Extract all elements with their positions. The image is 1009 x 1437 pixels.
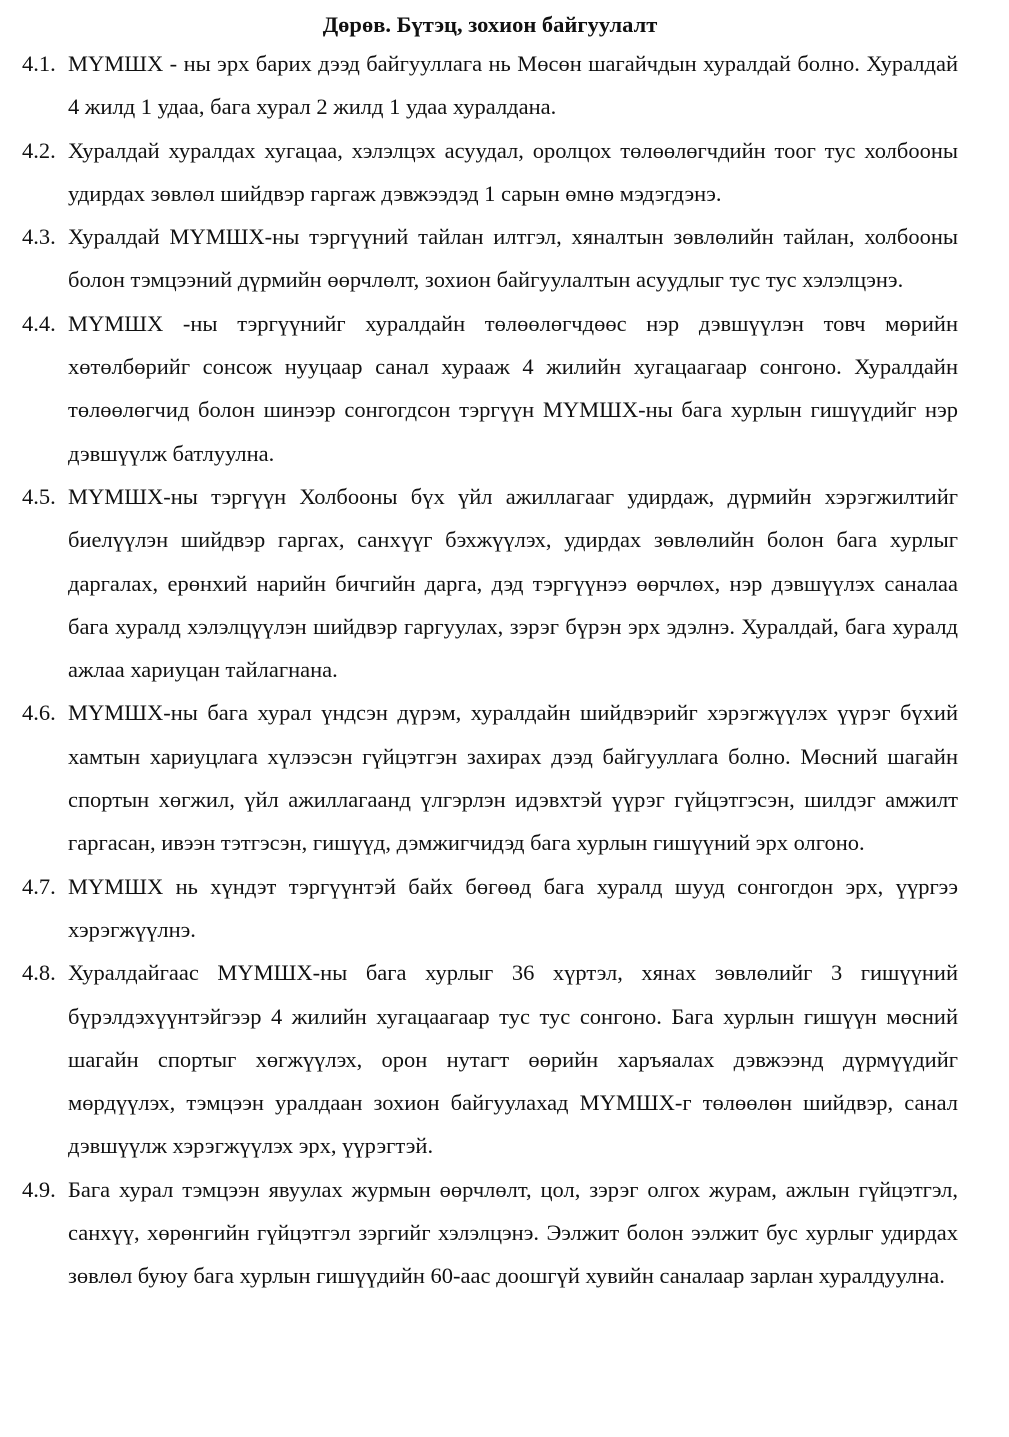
clause-item [22,865,958,952]
clause-text: МҮМШХ -ны тэргүүнийг хуралдайн төлөөлөгчдөөс нэр дэвшүүлэн товч мөрийн хөтөлбөрийг сонсож нууцаар санал хурааж 4 жилийн хугацаагаар сонгоно. Хуралдайн төлөөлөгчид болон шинээр сонгогдсон тэргүүн МҮМШХ-ны бага хурлын гишүүдийг нэр дэвшүүлж батлуулна. [68,310,958,466]
clause-text: Хуралдайгаас МҮМШХ-ны бага хурлыг 36 хүртэл, хянах зөвлөлийг 3 гишүүний бүрэлдэхүүнтэйгээр 4 жилийн хугацаагаар тус тус сонгоно. Бага хурлын гишүүн мөсний шагайн спортыг хөгжүүлэх, орон нутагт өөрийн харъяалах дэвжээнд дүрмүүдийг мөрдүүлэх, тэмцээн уралдаан зохион байгуулахад МҮМШХ-г төлөөлөн шийдвэр, санал дэвшүүлж хэрэгжүүлэх эрх, үүрэгтэй. [68,960,958,1159]
clause-item [22,215,958,302]
clause-number: 4.3. [22,224,56,250]
clause-number: 4.2. [22,137,56,163]
clause-text: Бага хурал тэмцээн явуулах журмын өөрчлөлт, цол, зэрэг олгох журам, ажлын гүйцэтгэл, санхүү, хөрөнгийн гүйцэтгэл зэргийг хэлэлцэнэ. Ээлжит болон ээлжит бус хурлыг удирдах зөвлөл буюу бага хурлын гишүүдийн 60-аас доошгүй хувийн саналаар зарлан хуралдуулна. [68,1176,958,1289]
clause-text: Хуралдай хуралдах хугацаа, хэлэлцэх асуудал, оролцох төлөөлөгчдийн тоог тус холбооны удирдах зөвлөл шийдвэр гаргаж дэвжээдэд 1 сарын өмнө мэдэгдэнэ. [68,137,958,206]
clause-text: МҮМШХ-ны тэргүүн Холбооны бүх үйл ажиллагааг удирдаж, дүрмийн хэрэгжилтийг биелүүлэн шийдвэр гаргах, санхүүг бэхжүүлэх, удирдах зөвлөлийн болон бага хурлыг даргалах, ерөнхий нарийн бичгийн дарга, дэд тэргүүнээ өөрчлөх, нэр дэвшүүлэх саналаа бага хуралд хэлэлцүүлэн шийдвэр гаргуулах, зэрэг бүрэн эрх эдэлнэ. Хуралдай, бага хуралд ажлаа хариуцан тайлагнана. [68,483,958,683]
clause-item [22,475,958,691]
clause-item [22,1168,958,1298]
clause-number: 4.6. [22,700,56,726]
clause-number: 4.1. [22,51,56,76]
clause-item [22,129,958,216]
clause-text: Хуралдай МҮМШХ-ны тэргүүний тайлан илтгэл, хяналтын зөвлөлийн тайлан, холбооны болон тэмцээний дүрмийн өөрчлөлт, зохион байгуулалтын асуудлыг тус тус хэлэлцэнэ. [68,224,958,293]
clause-item [22,691,958,864]
clause-number: 4.9. [22,1176,56,1202]
clause-number: 4.8. [22,960,56,986]
clause-number: 4.4. [22,310,56,336]
clause-item [22,302,958,475]
clause-number: 4.5. [22,483,56,509]
clause-list [22,42,958,1298]
clause-text: МҮМШХ-ны бага хурал үндсэн дүрэм, хуралдайн шийдвэрийг хэрэгжүүлэх үүрэг бүхий хамтын хариуцлага хүлээсэн гүйцэтгэн захирах дээд байгууллага болно. Мөсний шагайн спортын хөгжил, үйл ажиллагаанд үлгэрлэн идэвхтэй үүрэг гүйцэтгэсэн, шилдэг амжилт гаргасан, ивээн тэтгэсэн, гишүүд, дэмжигчидэд бага хурлын гишүүний эрх олгоно. [68,700,958,856]
section-title: Дөрөв. Бүтэц, зохион байгуулалт [322,12,658,37]
clause-text: МҮМШХ нь хүндэт тэргүүнтэй байх бөгөөд бага хуралд шууд сонгогдон эрх, үүргээ хэрэгжүүлнэ. [68,873,958,942]
clause-number: 4.7. [22,873,56,899]
clause-text: МҮМШХ - ны эрх барих дээд байгууллага нь Мөсөн шагайчдын хуралдай болно. Хуралдай 4 жилд 1 удаа, бага хурал 2 жилд 1 удаа хуралдана. [68,51,958,120]
clause-item [22,42,958,129]
clause-item [22,951,958,1167]
